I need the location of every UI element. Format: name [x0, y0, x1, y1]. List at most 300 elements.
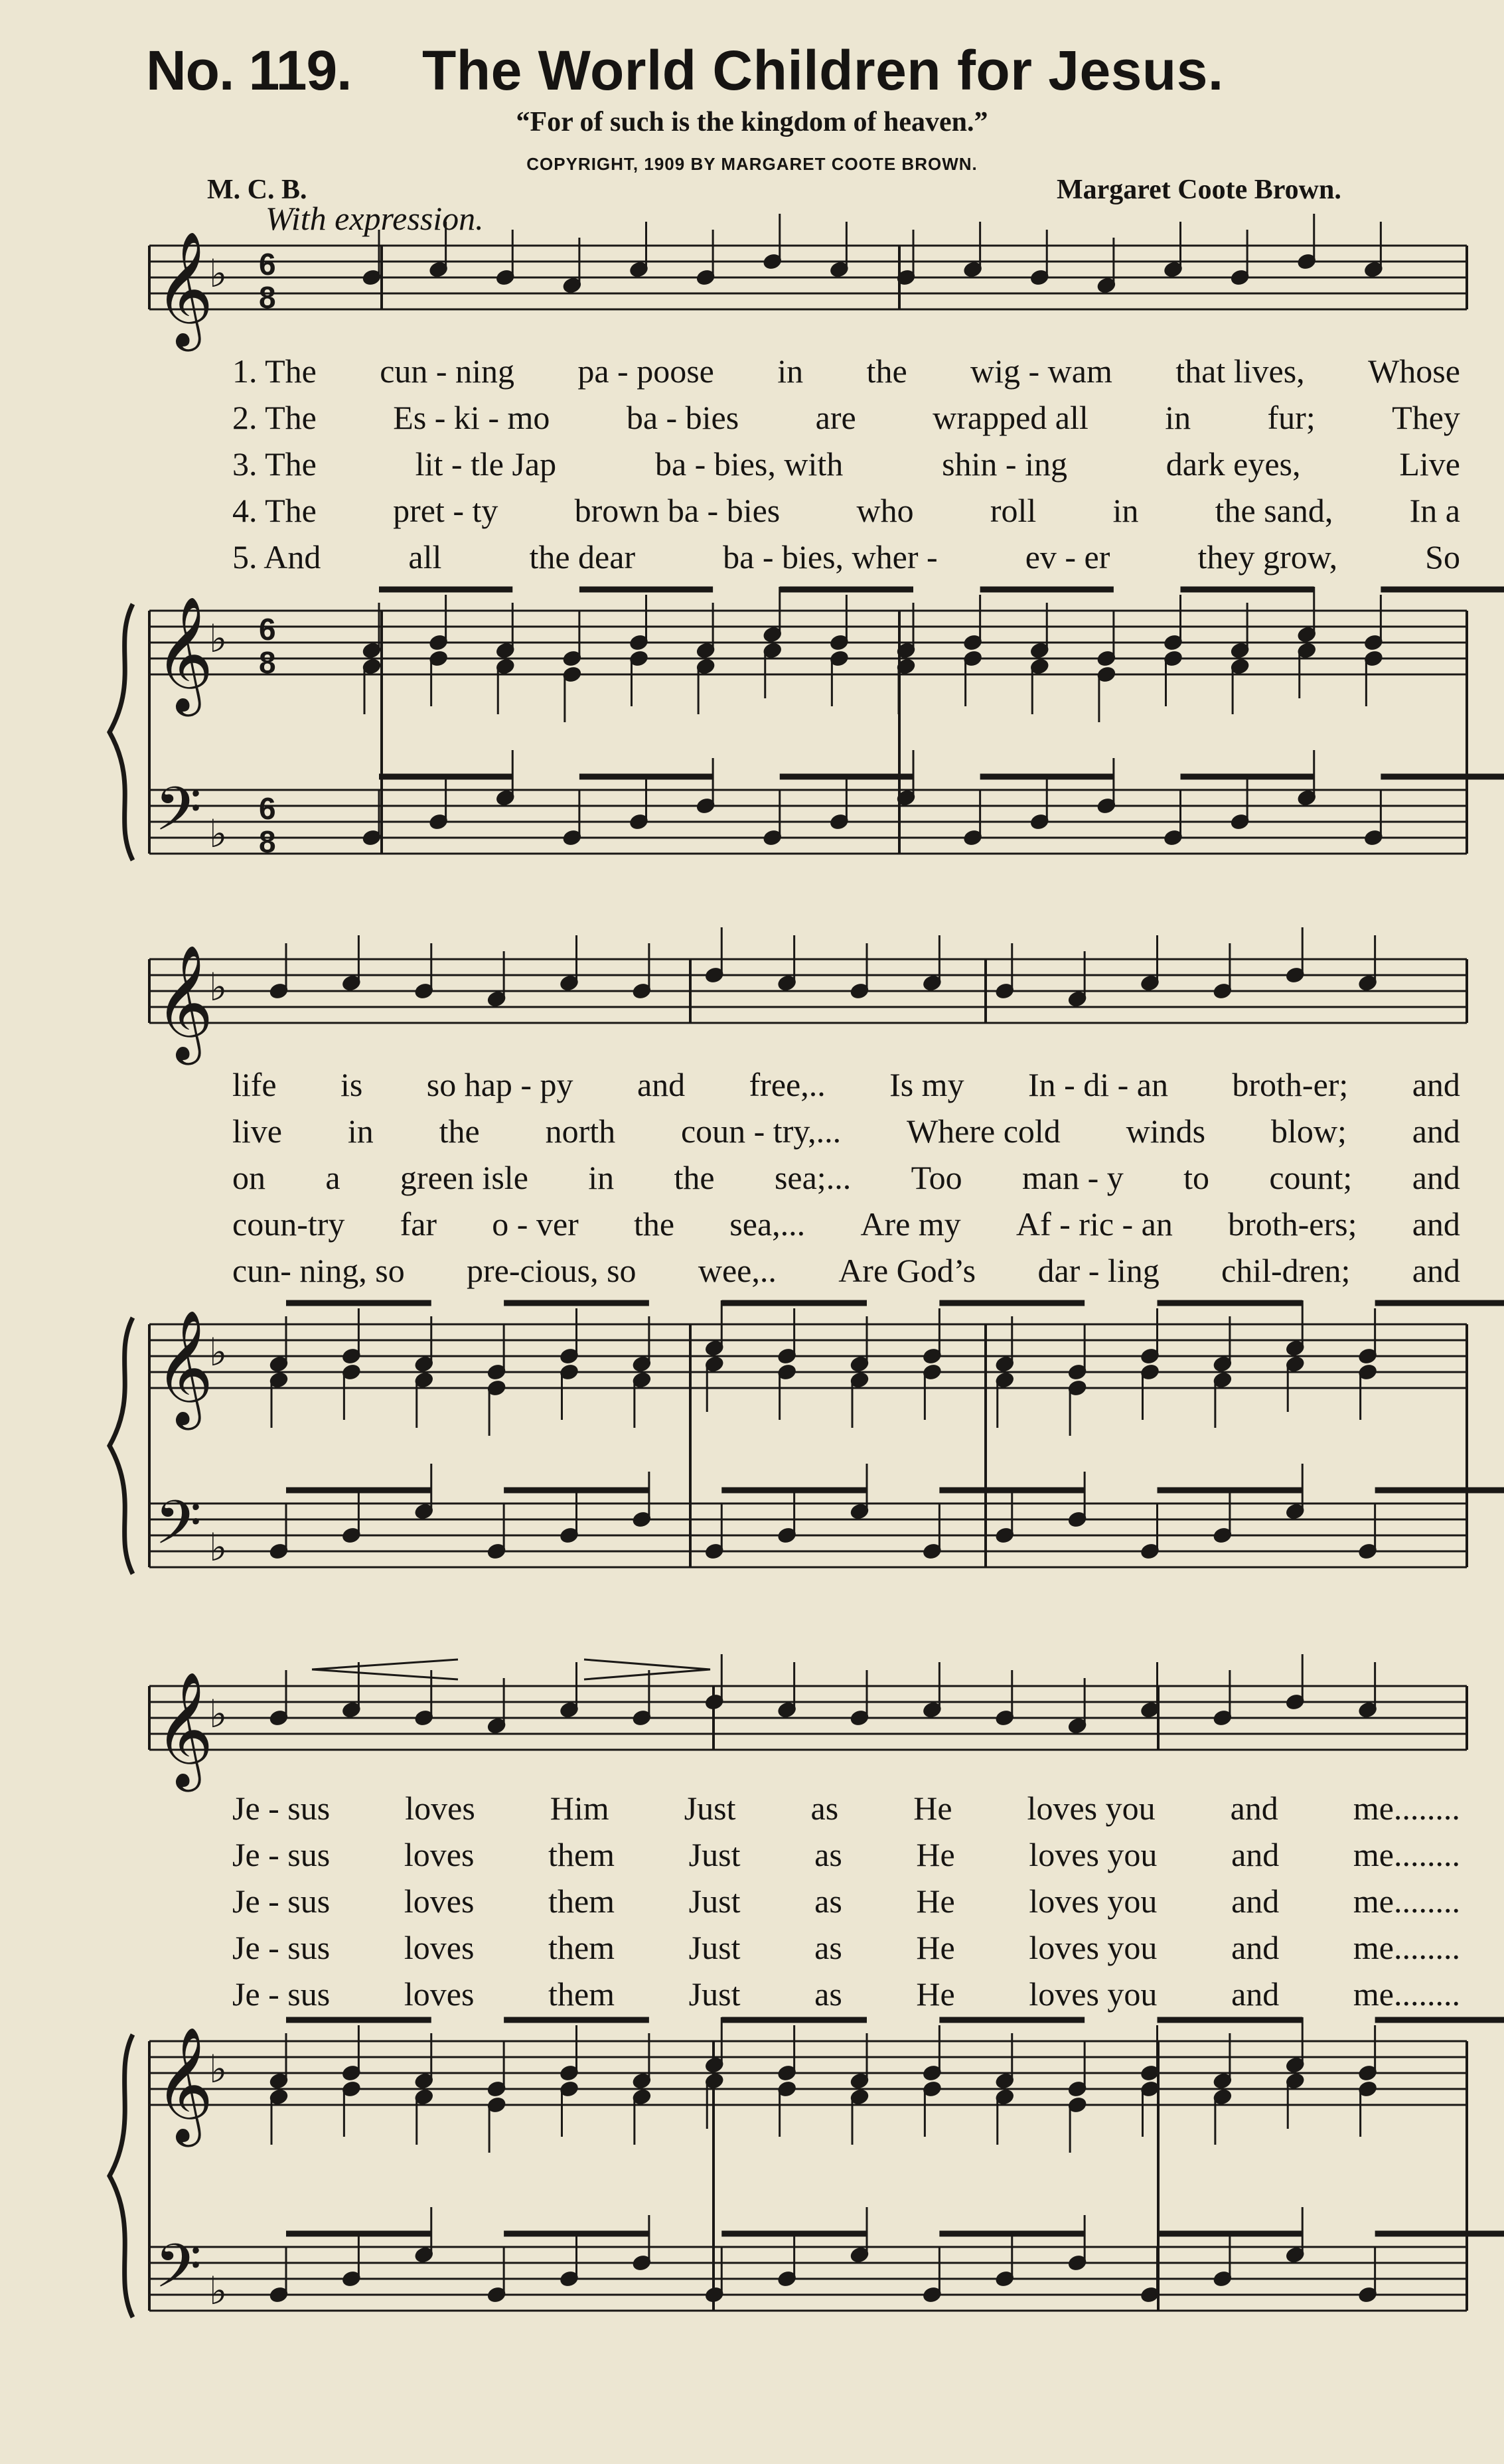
piano-bass-staff	[149, 790, 1467, 854]
lyric-syllable: wig - wam	[970, 352, 1112, 390]
melody-note	[994, 943, 1015, 1000]
lyric-syllable: loves	[404, 1975, 475, 2013]
melody-note	[1140, 935, 1160, 992]
lyric-syllable: and	[1231, 1975, 1280, 2013]
lyric-syllable: Just	[688, 1883, 741, 1920]
lyric-syllable: shin - ing	[942, 445, 1067, 483]
treble-note	[922, 1308, 942, 1365]
bass-note	[486, 1503, 506, 1561]
melody-note	[962, 222, 983, 279]
lyric-syllable: cun- ning, so	[232, 1252, 405, 1289]
melody-note	[762, 214, 783, 271]
bass-note	[1140, 1503, 1160, 1561]
time-signature-bottom: 8	[259, 824, 276, 859]
lyric-syllable: me........	[1353, 1883, 1460, 1920]
treble-lower-note	[1029, 657, 1050, 714]
treble-lower-note	[1229, 657, 1250, 714]
lyric-syllable: roll	[990, 492, 1037, 529]
lyric-syllable: the	[439, 1113, 480, 1150]
lyric-syllable: and	[637, 1066, 686, 1103]
treble-lower-note	[922, 1363, 942, 1420]
melody-note	[414, 943, 434, 1000]
lyric-line	[232, 1251, 1460, 1290]
melody-note	[629, 222, 649, 279]
treble-lower-note	[695, 657, 715, 714]
bass-note	[268, 2247, 289, 2304]
composer-name: Margaret Coote Brown.	[1057, 175, 1341, 205]
bass-note	[341, 2231, 362, 2288]
lyric-syllable: Whose	[1368, 352, 1460, 390]
bass-note	[1357, 1503, 1378, 1561]
lyric-syllable: all	[408, 538, 442, 576]
treble-lower-note	[1285, 2072, 1306, 2129]
lyric-syllable: Just	[688, 1929, 741, 1966]
bass-note	[486, 2247, 506, 2304]
melody-note	[631, 1670, 652, 1727]
lyric-syllable: as	[814, 1929, 842, 1966]
bass-note	[829, 774, 850, 831]
lyric-syllable: Too	[911, 1159, 962, 1196]
melody-note	[341, 935, 362, 992]
melody-note	[414, 1670, 434, 1727]
lyric-syllable: them	[548, 1883, 615, 1920]
bass-note	[1212, 1488, 1233, 1545]
decrescendo-hairpin	[584, 1659, 710, 1679]
melody-note	[922, 1662, 942, 1719]
lyric-syllable: and	[1412, 1066, 1460, 1103]
bass-note	[994, 2231, 1015, 2288]
lyric-syllable: ba - bies, with	[654, 445, 844, 483]
treble-lower-note	[268, 1371, 289, 1428]
treble-note	[829, 595, 850, 652]
treble-note	[777, 2025, 797, 2082]
melody-note	[1296, 214, 1317, 271]
lyric-line	[232, 1065, 1460, 1104]
lyric-syllable: coun-try	[232, 1205, 345, 1243]
lyric-syllable: Where cold	[906, 1113, 1061, 1150]
treble-lower-note	[268, 2088, 289, 2145]
treble-note	[428, 595, 449, 652]
lyric-syllable: me........	[1353, 1975, 1460, 2013]
piano-treble-staff	[149, 611, 1467, 674]
lyric-syllable: in	[588, 1159, 615, 1196]
treble-note	[341, 2025, 362, 2082]
lyric-syllable: 3. The	[232, 445, 317, 483]
lyric-syllable: loves	[405, 1790, 475, 1827]
bass-note	[704, 1503, 725, 1561]
lyric-syllable: on	[232, 1159, 265, 1196]
lyric-syllable: in	[1165, 399, 1191, 436]
bass-note	[1096, 758, 1116, 815]
melody-note	[1212, 1670, 1233, 1727]
epigraph: “For of such is the kingdom of heaven.”	[516, 107, 988, 137]
lyric-syllable: sea;...	[774, 1159, 852, 1196]
lyric-syllable: wee,..	[698, 1252, 777, 1289]
lyric-syllable: in	[777, 352, 804, 390]
lyric-syllable: pret - ty	[393, 492, 498, 529]
treble-note	[922, 2025, 942, 2082]
lyric-syllable: the	[634, 1205, 675, 1243]
lyric-syllable: winds	[1126, 1113, 1206, 1150]
lyric-syllable: me........	[1353, 1836, 1460, 1873]
lyric-syllable: Live	[1399, 445, 1460, 483]
lyric-syllable: in	[347, 1113, 374, 1150]
melody-note	[1357, 1662, 1378, 1719]
grand-staff-brace	[110, 1318, 133, 1574]
bass-note	[268, 1503, 289, 1561]
treble-note	[1363, 595, 1384, 652]
lyric-syllable: and	[1412, 1113, 1460, 1150]
melody-note	[1357, 935, 1378, 992]
melody-note	[559, 1662, 579, 1719]
lyric-syllable: who	[856, 492, 914, 529]
melody-note	[1285, 927, 1306, 984]
lyricist-initials: M. C. B.	[207, 175, 307, 205]
lyric-line	[232, 445, 1460, 483]
bass-clef-icon: 𝄢	[155, 1488, 202, 1573]
flat-key-signature-icon: ♭	[209, 811, 228, 856]
flat-key-signature-icon: ♭	[209, 616, 228, 661]
lyric-syllable: Just	[688, 1836, 741, 1873]
tempo-marking: With expression.	[265, 200, 484, 237]
melody-note	[361, 230, 382, 287]
treble-lower-note	[1357, 1363, 1378, 1420]
lyric-syllable: and	[1231, 1929, 1280, 1966]
bass-note	[994, 1488, 1015, 1545]
lyric-line	[232, 352, 1460, 390]
melody-note	[829, 222, 850, 279]
treble-lower-note	[559, 1363, 579, 1420]
treble-note	[1140, 2025, 1160, 2082]
bass-note	[562, 790, 582, 847]
grand-staff-brace	[110, 2035, 133, 2317]
treble-lower-note	[994, 1371, 1015, 1428]
bass-note	[341, 1488, 362, 1545]
time-signature-bottom: 8	[259, 280, 276, 315]
lyric-syllable: count;	[1269, 1159, 1353, 1196]
treble-lower-note	[1212, 1371, 1233, 1428]
treble-lower-note	[704, 1355, 725, 1412]
treble-lower-note	[1296, 641, 1317, 698]
bass-note	[962, 790, 983, 847]
lyric-syllable: ev - er	[1025, 538, 1110, 576]
lyric-syllable: broth-ers;	[1228, 1205, 1357, 1243]
lyric-syllable: Je - sus	[232, 1836, 331, 1873]
bass-clef-icon: 𝄢	[155, 774, 202, 859]
lyric-syllable: ba - bies, wher -	[723, 538, 938, 576]
lyric-syllable: them	[548, 1836, 615, 1873]
treble-clef-icon: 𝄞	[155, 231, 214, 346]
bass-note	[631, 2215, 652, 2272]
lyric-syllable: He	[916, 1883, 955, 1920]
bass-note	[1163, 790, 1183, 847]
lyric-syllable: Es - ki - mo	[393, 399, 550, 436]
lyric-syllable: 1. The	[232, 352, 317, 390]
treble-note	[562, 611, 582, 668]
treble-lower-note	[1163, 649, 1183, 706]
bass-note	[1029, 774, 1050, 831]
lyric-syllable: lit - tle Jap	[415, 445, 557, 483]
treble-lower-note	[1067, 1379, 1087, 1436]
melody-note	[704, 927, 725, 984]
bass-note	[695, 758, 715, 815]
lyric-syllable: In a	[1409, 492, 1460, 529]
lyric-syllable: Is my	[889, 1066, 964, 1103]
treble-lower-note	[962, 649, 983, 706]
bass-note	[1212, 2231, 1233, 2288]
treble-lower-note	[922, 2080, 942, 2137]
melody-note	[849, 943, 869, 1000]
bass-note	[1363, 790, 1384, 847]
lyric-syllable: to	[1183, 1159, 1209, 1196]
melody-note	[922, 935, 942, 992]
melody-note	[1029, 230, 1050, 287]
lyric-syllable: the sand,	[1215, 492, 1333, 529]
lyric-syllable: o - ver	[492, 1205, 579, 1243]
lyric-syllable: and	[1231, 1883, 1280, 1920]
melody-note	[1163, 222, 1183, 279]
flat-key-signature-icon: ♭	[209, 1691, 228, 1736]
treble-lower-note	[341, 1363, 362, 1420]
lyric-syllable: He	[916, 1975, 955, 2013]
lyric-line	[232, 1112, 1460, 1150]
lyric-syllable: He	[916, 1836, 955, 1873]
lyric-syllable: cun - ning	[380, 352, 514, 390]
lyric-syllable: a	[325, 1159, 340, 1196]
lyric-syllable: man - y	[1021, 1159, 1124, 1196]
treble-lower-note	[829, 649, 850, 706]
bass-note	[428, 774, 449, 831]
treble-note	[1140, 1308, 1160, 1365]
bass-note	[1067, 1472, 1087, 1529]
treble-lower-note	[341, 2080, 362, 2137]
treble-note	[1067, 1324, 1087, 1381]
melody-note	[631, 943, 652, 1000]
treble-note	[777, 1308, 797, 1365]
melody-note	[695, 230, 715, 287]
lyric-syllable: life	[232, 1066, 277, 1103]
treble-lower-note	[849, 2088, 869, 2145]
melody-note	[495, 230, 516, 287]
treble-lower-note	[1140, 1363, 1160, 1420]
lyric-line	[232, 1928, 1460, 1967]
lyric-syllable: 4. The	[232, 492, 317, 529]
treble-note	[762, 587, 783, 644]
lyric-syllable: me........	[1353, 1790, 1460, 1827]
melody-note	[428, 222, 449, 279]
treble-lower-note	[1363, 649, 1384, 706]
treble-lower-note	[495, 657, 516, 714]
melody-note	[1363, 222, 1384, 279]
treble-note	[1357, 1308, 1378, 1365]
treble-note	[704, 1300, 725, 1357]
treble-note	[486, 1324, 506, 1381]
lyric-syllable: In - di - an	[1027, 1066, 1168, 1103]
treble-note	[1285, 1300, 1306, 1357]
lyric-line	[232, 538, 1460, 576]
flat-key-signature-icon: ♭	[209, 964, 228, 1010]
lyric-syllable: live	[232, 1113, 282, 1150]
melody-note	[1285, 1654, 1306, 1711]
lyric-syllable: they grow,	[1197, 538, 1338, 576]
lyric-syllable: blow;	[1270, 1113, 1347, 1150]
lyric-syllable: so hap - py	[426, 1066, 573, 1103]
flat-key-signature-icon: ♭	[209, 1525, 228, 1570]
treble-lower-note	[1096, 665, 1116, 722]
treble-lower-note	[762, 641, 783, 698]
treble-lower-note	[1357, 2080, 1378, 2137]
lyric-syllable: and	[1412, 1252, 1460, 1289]
treble-note	[962, 595, 983, 652]
lyric-syllable: So	[1425, 538, 1460, 576]
lyric-syllable: and	[1230, 1790, 1278, 1827]
lyric-line	[232, 1975, 1460, 2013]
lyric-syllable: sea,...	[729, 1205, 806, 1243]
lyric-syllable: 2. The	[232, 399, 317, 436]
lyric-syllable: green isle	[400, 1159, 528, 1196]
bass-note	[629, 774, 649, 831]
treble-clef-icon: 𝄞	[155, 945, 214, 1060]
melody-note	[777, 1662, 797, 1719]
time-signature-top: 6	[259, 612, 276, 647]
melody-staff	[149, 959, 1467, 1023]
melody-note	[268, 943, 289, 1000]
lyric-syllable: are	[815, 399, 856, 436]
lyric-syllable: loves you	[1029, 1883, 1158, 1920]
lyric-syllable: free,..	[749, 1066, 826, 1103]
bass-note	[762, 790, 783, 847]
lyric-syllable: He	[916, 1929, 955, 1966]
flat-key-signature-icon: ♭	[209, 2268, 228, 2313]
treble-lower-note	[562, 665, 582, 722]
lyric-syllable: loves you	[1029, 1836, 1158, 1873]
lyric-syllable: far	[400, 1205, 437, 1243]
lyric-syllable: He	[913, 1790, 952, 1827]
lyric-syllable: is	[340, 1066, 363, 1103]
treble-lower-note	[631, 2088, 652, 2145]
lyric-syllable: Je - sus	[232, 1975, 331, 2013]
melody-staff	[149, 246, 1467, 309]
treble-lower-note	[849, 1371, 869, 1428]
melody-staff	[149, 1686, 1467, 1750]
treble-lower-note	[486, 2096, 506, 2153]
lyric-syllable: them	[548, 1975, 615, 2013]
treble-lower-note	[428, 649, 449, 706]
lyric-syllable: Are God’s	[838, 1252, 976, 1289]
lyric-syllable: Are my	[860, 1205, 961, 1243]
treble-note	[1357, 2025, 1378, 2082]
melody-note	[268, 1670, 289, 1727]
lyric-syllable: and	[1412, 1205, 1460, 1243]
lyric-syllable: Je - sus	[232, 1929, 331, 1966]
lyric-syllable: broth-er;	[1232, 1066, 1349, 1103]
bass-clef-icon: 𝄢	[155, 2231, 202, 2316]
lyric-syllable: Af - ric - an	[1015, 1205, 1173, 1243]
lyric-syllable: me........	[1353, 1929, 1460, 1966]
lyric-syllable: in	[1112, 492, 1139, 529]
bass-note	[1229, 774, 1250, 831]
lyric-syllable: Just	[684, 1790, 736, 1827]
melody-note	[559, 935, 579, 992]
lyric-syllable: brown ba - bies	[574, 492, 781, 529]
treble-lower-note	[414, 1371, 434, 1428]
lyric-syllable: loves you	[1029, 1975, 1158, 2013]
crescendo-hairpin	[312, 1659, 458, 1679]
treble-lower-note	[361, 657, 382, 714]
lyric-syllable: the dear	[529, 538, 636, 576]
lyric-syllable: fur;	[1267, 399, 1316, 436]
treble-lower-note	[777, 1363, 797, 1420]
bass-note	[922, 1503, 942, 1561]
lyric-syllable: loves you	[1027, 1790, 1156, 1827]
melody-note	[849, 1670, 869, 1727]
treble-lower-note	[559, 2080, 579, 2137]
bass-note	[777, 2231, 797, 2288]
lyric-line	[232, 1835, 1460, 1874]
hymn-title: The World Children for Jesus.	[422, 39, 1224, 102]
bass-note	[777, 1488, 797, 1545]
melody-note	[1212, 943, 1233, 1000]
bass-note	[922, 2247, 942, 2304]
lyric-line	[232, 1789, 1460, 1827]
treble-lower-note	[629, 649, 649, 706]
lyric-syllable: Je - sus	[232, 1790, 331, 1827]
lyric-line	[232, 1882, 1460, 1920]
flat-key-signature-icon: ♭	[209, 251, 228, 296]
lyric-syllable: as	[810, 1790, 839, 1827]
treble-lower-note	[777, 2080, 797, 2137]
lyric-syllable: chil-dren;	[1221, 1252, 1351, 1289]
treble-lower-note	[1067, 2096, 1087, 2153]
copyright-notice: COPYRIGHT, 1909 BY MARGARET COOTE BROWN.	[526, 154, 978, 174]
lyric-syllable: and	[1231, 1836, 1280, 1873]
lyric-syllable: loves	[404, 1929, 475, 1966]
lyric-syllable: pre-cious, so	[467, 1252, 637, 1289]
lyric-line	[232, 1158, 1460, 1197]
melody-note	[704, 1654, 725, 1711]
melody-note	[1229, 230, 1250, 287]
lyric-syllable: dar - ling	[1037, 1252, 1160, 1289]
treble-clef-icon: 𝄞	[155, 2027, 214, 2142]
treble-clef-icon: 𝄞	[155, 1310, 214, 1425]
lyric-line	[232, 491, 1460, 530]
lyric-syllable: as	[814, 1883, 842, 1920]
lyric-syllable: wrapped all	[933, 399, 1089, 436]
treble-note	[1285, 2017, 1306, 2074]
lyric-syllable: dark eyes,	[1166, 445, 1301, 483]
treble-lower-note	[994, 2088, 1015, 2145]
treble-note	[629, 595, 649, 652]
time-signature-top: 6	[259, 247, 276, 281]
grand-staff-brace	[110, 604, 133, 860]
lyric-syllable: ba - bies	[626, 399, 739, 436]
lyric-syllable: the	[866, 352, 907, 390]
lyric-line	[232, 398, 1460, 437]
lyric-syllable: Him	[550, 1790, 609, 1827]
melody-note	[777, 935, 797, 992]
lyric-syllable: as	[814, 1975, 842, 2013]
treble-note	[559, 1308, 579, 1365]
bass-note	[1357, 2247, 1378, 2304]
lyric-syllable: north	[545, 1113, 616, 1150]
lyric-syllable: 5. And	[232, 538, 321, 576]
lyric-syllable: them	[548, 1929, 615, 1966]
treble-note	[341, 1308, 362, 1365]
treble-lower-note	[1212, 2088, 1233, 2145]
melody-note	[1140, 1662, 1160, 1719]
treble-clef-icon: 𝄞	[155, 1671, 214, 1787]
bass-note	[559, 2231, 579, 2288]
